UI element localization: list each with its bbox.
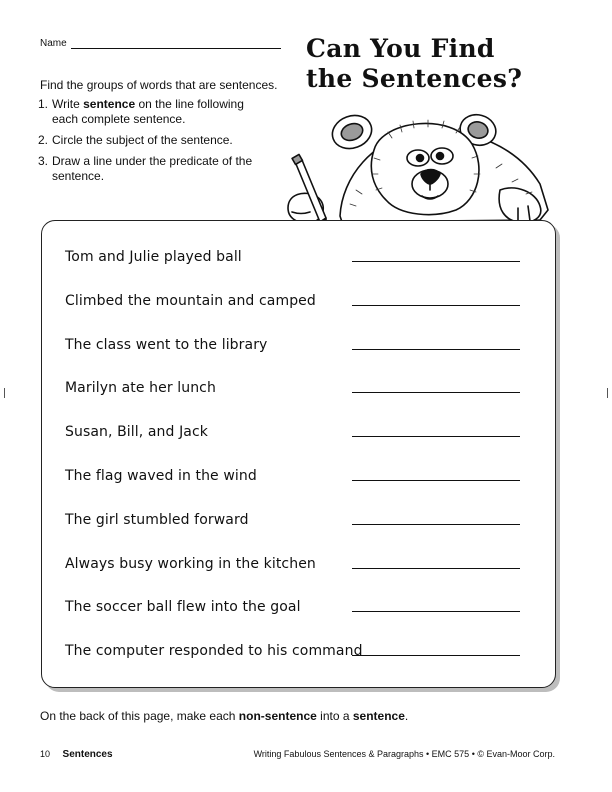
answer-line[interactable] bbox=[352, 261, 520, 262]
instruction-step bbox=[38, 154, 268, 184]
title-line-2: the Sentences? bbox=[306, 64, 523, 93]
sentence-text: The class went to the library bbox=[65, 336, 268, 353]
instruction-steps bbox=[38, 97, 268, 190]
name-write-line[interactable] bbox=[71, 39, 281, 49]
list-item bbox=[42, 593, 555, 637]
sentence-text: Climbed the mountain and camped bbox=[65, 292, 316, 309]
answer-line[interactable] bbox=[352, 436, 520, 437]
bear-holding-pencil-illustration bbox=[282, 98, 552, 238]
right-margin-tick bbox=[607, 388, 608, 398]
list-item bbox=[42, 506, 555, 550]
sentence-text: Tom and Julie played ball bbox=[65, 249, 242, 265]
name-field-row bbox=[40, 38, 281, 49]
page-footer bbox=[40, 749, 555, 760]
step-text: Write sentence on the line following each complete sentence. bbox=[52, 97, 244, 126]
list-item bbox=[42, 462, 555, 506]
keyword-sentence: sentence bbox=[83, 97, 136, 111]
answer-line[interactable] bbox=[352, 480, 520, 481]
footer-credit: Writing Fabulous Sentences & Paragraphs • EMC 575 • © Evan-Moor Corp. bbox=[253, 749, 555, 759]
sentence-text: Susan, Bill, and Jack bbox=[65, 424, 208, 441]
page-number: 10 bbox=[40, 749, 51, 759]
step-number: 2. bbox=[38, 133, 49, 147]
keyword-non-sentence: non-sentence bbox=[238, 709, 317, 723]
keyword-sentence-2: sentence bbox=[352, 709, 405, 723]
title-line-1: Can You Find bbox=[306, 34, 495, 63]
list-item bbox=[42, 243, 555, 287]
sentence-text: The flag waved in the wind bbox=[65, 467, 257, 484]
sentence-text: Marilyn ate her lunch bbox=[65, 380, 216, 397]
sentence-list bbox=[42, 243, 555, 681]
name-label: Name bbox=[40, 38, 67, 49]
sentence-text: The girl stumbled forward bbox=[65, 511, 249, 528]
instructions-intro: Find the groups of words that are sentences. bbox=[40, 78, 278, 92]
footer-left bbox=[40, 749, 113, 760]
exercise-panel bbox=[41, 220, 556, 688]
answer-line[interactable] bbox=[352, 305, 520, 306]
answer-line[interactable] bbox=[352, 655, 520, 656]
answer-line[interactable] bbox=[352, 349, 520, 350]
sentence-text: The soccer ball flew into the goal bbox=[65, 599, 301, 616]
list-item bbox=[42, 418, 555, 462]
answer-line[interactable] bbox=[352, 568, 520, 569]
list-item bbox=[42, 550, 555, 594]
back-of-page-instruction: On the back of this page, make each non-sentence into a sentence. bbox=[40, 709, 409, 723]
step-text: Circle the subject of the sentence. bbox=[52, 133, 233, 147]
list-item bbox=[42, 374, 555, 418]
sentence-text: The computer responded to his command bbox=[65, 643, 363, 660]
answer-line[interactable] bbox=[352, 524, 520, 525]
answer-line[interactable] bbox=[352, 611, 520, 612]
answer-line[interactable] bbox=[352, 392, 520, 393]
section-label: Sentences bbox=[62, 749, 113, 760]
list-item bbox=[42, 637, 555, 681]
step-number: 1. bbox=[38, 97, 49, 111]
instruction-step bbox=[38, 133, 268, 148]
instruction-step bbox=[38, 97, 268, 127]
step-text: Draw a line under the predicate of the sentence. bbox=[52, 154, 253, 183]
left-margin-tick bbox=[4, 388, 5, 398]
list-item bbox=[42, 331, 555, 375]
list-item bbox=[42, 287, 555, 331]
step-number: 3. bbox=[38, 154, 49, 168]
sentence-text: Always busy working in the kitchen bbox=[65, 555, 316, 572]
page-title bbox=[306, 34, 522, 94]
